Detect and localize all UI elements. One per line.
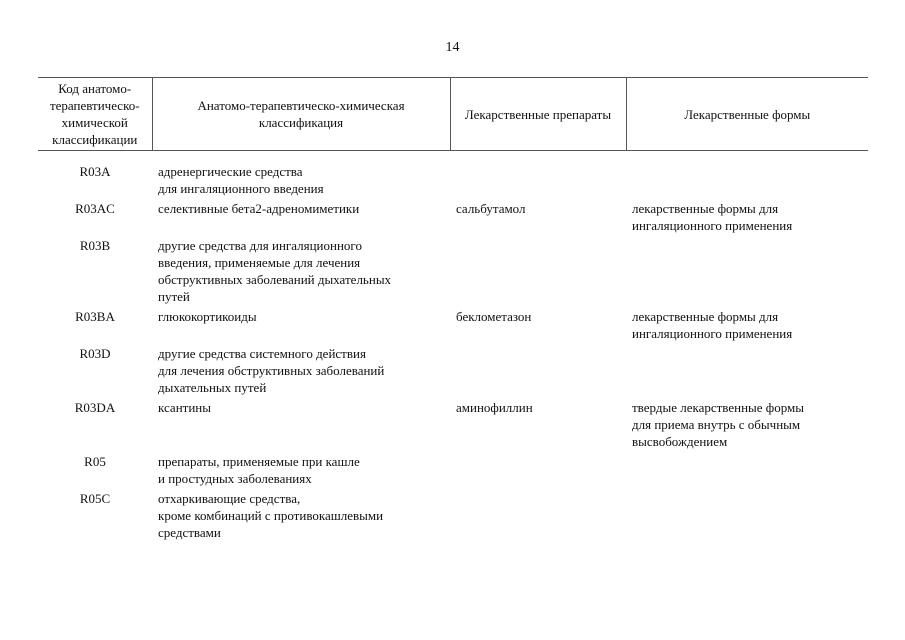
table-row [38,490,868,544]
classification-cell: препараты, применяемые при кашле и простудных заболеваниях [158,454,360,486]
table-header-row [38,78,868,151]
classification-cell: ксантины [158,400,211,415]
table-body [38,151,868,545]
classification-cell: глюкокортикоиды [158,309,257,324]
page-number: 14 [445,40,460,55]
table-row [38,151,868,201]
classification-cell: другие средства для ингаляционного введения, применяемые для лечения обструктивных заболеваний дыхательных путей [158,238,392,304]
dosage-forms-cell: лекарственные формы для ингаляционного применения [632,309,793,341]
drug-cell: аминофиллин [456,400,533,415]
drug-cell [450,453,626,490]
classification-cell: отхаркивающие средства, кроме комбинаций с противокашлевыми средствами [158,491,384,540]
atc-code-cell: R03B [79,238,111,253]
dosage-forms-cell [626,237,868,308]
dosage-forms-cell [626,345,868,399]
table-row [38,399,868,453]
dosage-forms-cell [626,490,868,544]
atc-classification-table [38,77,868,544]
dosage-forms-cell [626,151,868,201]
classification-cell: другие средства системного действия для лечения обструктивных заболеваний дыхательных путей [158,346,385,395]
atc-code-cell: R05C [79,491,111,506]
classification-cell: адренергические средства для ингаляционного введения [158,164,324,196]
drug-cell [450,237,626,308]
header-atc-code: Код анатомо- терапевтическо- химической классификации [38,78,152,151]
atc-code-cell: R03BA [75,309,115,324]
table-row [38,200,868,237]
dosage-forms-cell [626,453,868,490]
dosage-forms-cell: лекарственные формы для ингаляционного применения [632,201,793,233]
drug-cell [450,345,626,399]
table-row [38,237,868,308]
atc-code-cell: R03DA [74,400,116,415]
atc-code-cell: R05 [84,454,106,469]
table-row [38,345,868,399]
header-atc-classification: Анатомо-терапевтическо-химическая классификация [152,78,450,151]
atc-code-cell: R03A [79,164,111,179]
drug-cell [450,490,626,544]
drug-cell [450,151,626,201]
drug-cell: беклометазон [456,309,532,324]
header-dosage-forms: Лекарственные формы [626,78,868,151]
header-drugs: Лекарственные препараты [450,78,626,151]
table-row [38,453,868,490]
classification-cell: селективные бета2-адреномиметики [158,201,360,216]
atc-code-cell: R03D [79,346,111,361]
dosage-forms-cell: твердые лекарственные формы для приема внутрь с обычным высвобождением [632,400,804,449]
atc-code-cell: R03AC [75,201,115,216]
drug-cell: сальбутамол [456,201,526,216]
table-row [38,308,868,345]
